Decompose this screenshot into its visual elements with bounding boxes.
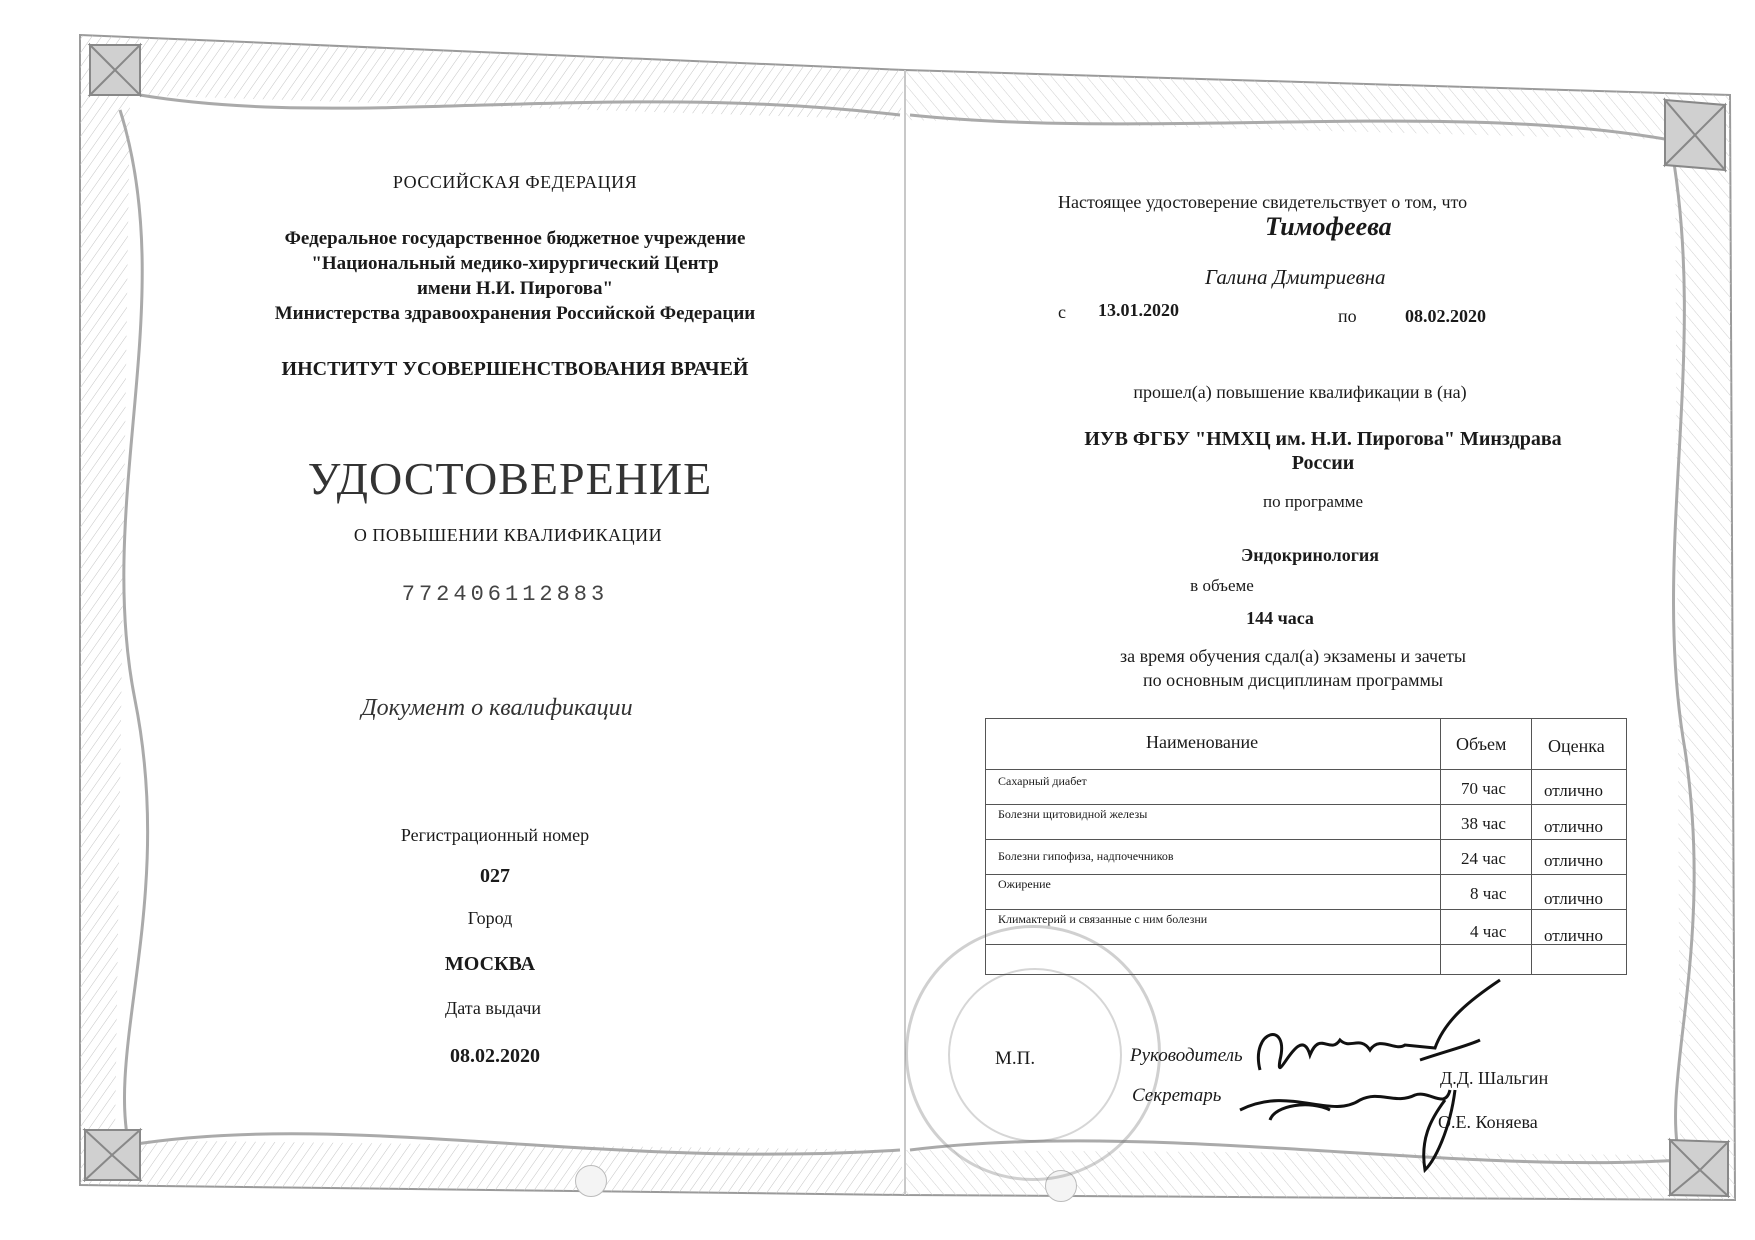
country-name: РОССИЙСКАЯ ФЕДЕРАЦИЯ <box>392 172 638 192</box>
row-1-name: Сахарный диабет <box>998 774 1087 788</box>
exams-line-1: за время обучения сдал(а) экзамены и зачеты <box>1119 646 1467 666</box>
head-name: Д.Д. Шальгин <box>1440 1068 1549 1088</box>
institution-line-1: ИУВ ФГБУ "НМХЦ им. Н.И. Пирогова" Минздрава <box>1084 428 1562 450</box>
row-4-grade: отлично <box>1544 889 1604 908</box>
city-name: МОСКВА <box>444 953 536 975</box>
institute-name: ИНСТИТУТ УСОВЕРШЕНСТВОВАНИЯ ВРАЧЕЙ <box>281 358 749 380</box>
to-date: 08.02.2020 <box>1405 306 1486 326</box>
issue-date: 08.02.2020 <box>450 1045 540 1067</box>
serial-number: 772406112883 <box>401 582 609 607</box>
document-title: УДОСТОВЕРЕНИЕ <box>307 453 713 504</box>
row-2-grade: отлично <box>1544 817 1604 836</box>
institution-line-2: России <box>1291 452 1355 474</box>
binding-hole-left <box>575 1165 607 1197</box>
document-type: Документ о квалификации <box>361 695 633 721</box>
disciplines-table <box>985 718 1627 975</box>
header-name: Наименование <box>1146 732 1259 752</box>
row-3-name: Болезни гипофиза, надпочечников <box>998 849 1174 863</box>
holder-surname: Тимофеева <box>1265 212 1392 241</box>
row-1-hours: 70 час <box>1461 779 1506 798</box>
from-date: 13.01.2020 <box>1098 300 1179 320</box>
row-4-hours: 8 час <box>1470 884 1507 903</box>
secretary-label: Секретарь <box>1132 1085 1222 1106</box>
stamp-place-label: М.П. <box>995 1048 1036 1069</box>
holder-given-names: Галина Дмитриевна <box>1205 265 1386 289</box>
from-label: с <box>1058 302 1066 322</box>
handwritten-signatures <box>1180 960 1520 1180</box>
program-label: по программе <box>1262 492 1364 511</box>
document-subtitle: О ПОВЫШЕНИИ КВАЛИФИКАЦИИ <box>353 525 663 545</box>
row-2-hours: 38 час <box>1461 814 1506 833</box>
secretary-name: О.Е. Коняева <box>1438 1112 1538 1132</box>
row-2-name: Болезни щитовидной железы <box>998 807 1148 821</box>
to-label: по <box>1338 306 1357 326</box>
registration-number: 027 <box>480 865 510 887</box>
org-line-4: Министерства здравоохранения Российской Федерации <box>274 303 756 324</box>
row-1-grade: отлично <box>1544 781 1604 800</box>
issue-date-label: Дата выдачи <box>444 998 542 1018</box>
registration-label: Регистрационный номер <box>400 825 590 845</box>
program-name: Эндокринология <box>1241 545 1379 565</box>
exams-line-2: по основным дисциплинам программы <box>1142 670 1444 690</box>
row-5-grade: отлично <box>1544 926 1604 945</box>
header-volume: Объем <box>1456 734 1507 754</box>
row-3-hours: 24 час <box>1461 849 1506 868</box>
org-line-1: Федеральное государственное бюджетное учреждение <box>284 228 746 249</box>
volume-value: 144 часа <box>1246 608 1314 628</box>
city-label: Город <box>467 908 513 928</box>
volume-label: в объеме <box>1190 576 1254 595</box>
row-5-hours: 4 час <box>1470 922 1507 941</box>
passed-text: прошел(а) повышение квалификации в (на) <box>1133 382 1467 402</box>
org-line-3: имени Н.И. Пирогова" <box>416 278 614 299</box>
row-5-name: Климактерий и связанные с ним болезни <box>998 912 1208 926</box>
intro-text: Настоящее удостоверение свидетельствует о том, что <box>1058 192 1468 212</box>
head-label: Руководитель <box>1130 1045 1243 1066</box>
row-3-grade: отлично <box>1544 851 1604 870</box>
org-line-2: "Национальный медико-хирургический Центр <box>311 253 719 274</box>
header-grade: Оценка <box>1548 736 1605 756</box>
row-4-name: Ожирение <box>998 877 1051 891</box>
